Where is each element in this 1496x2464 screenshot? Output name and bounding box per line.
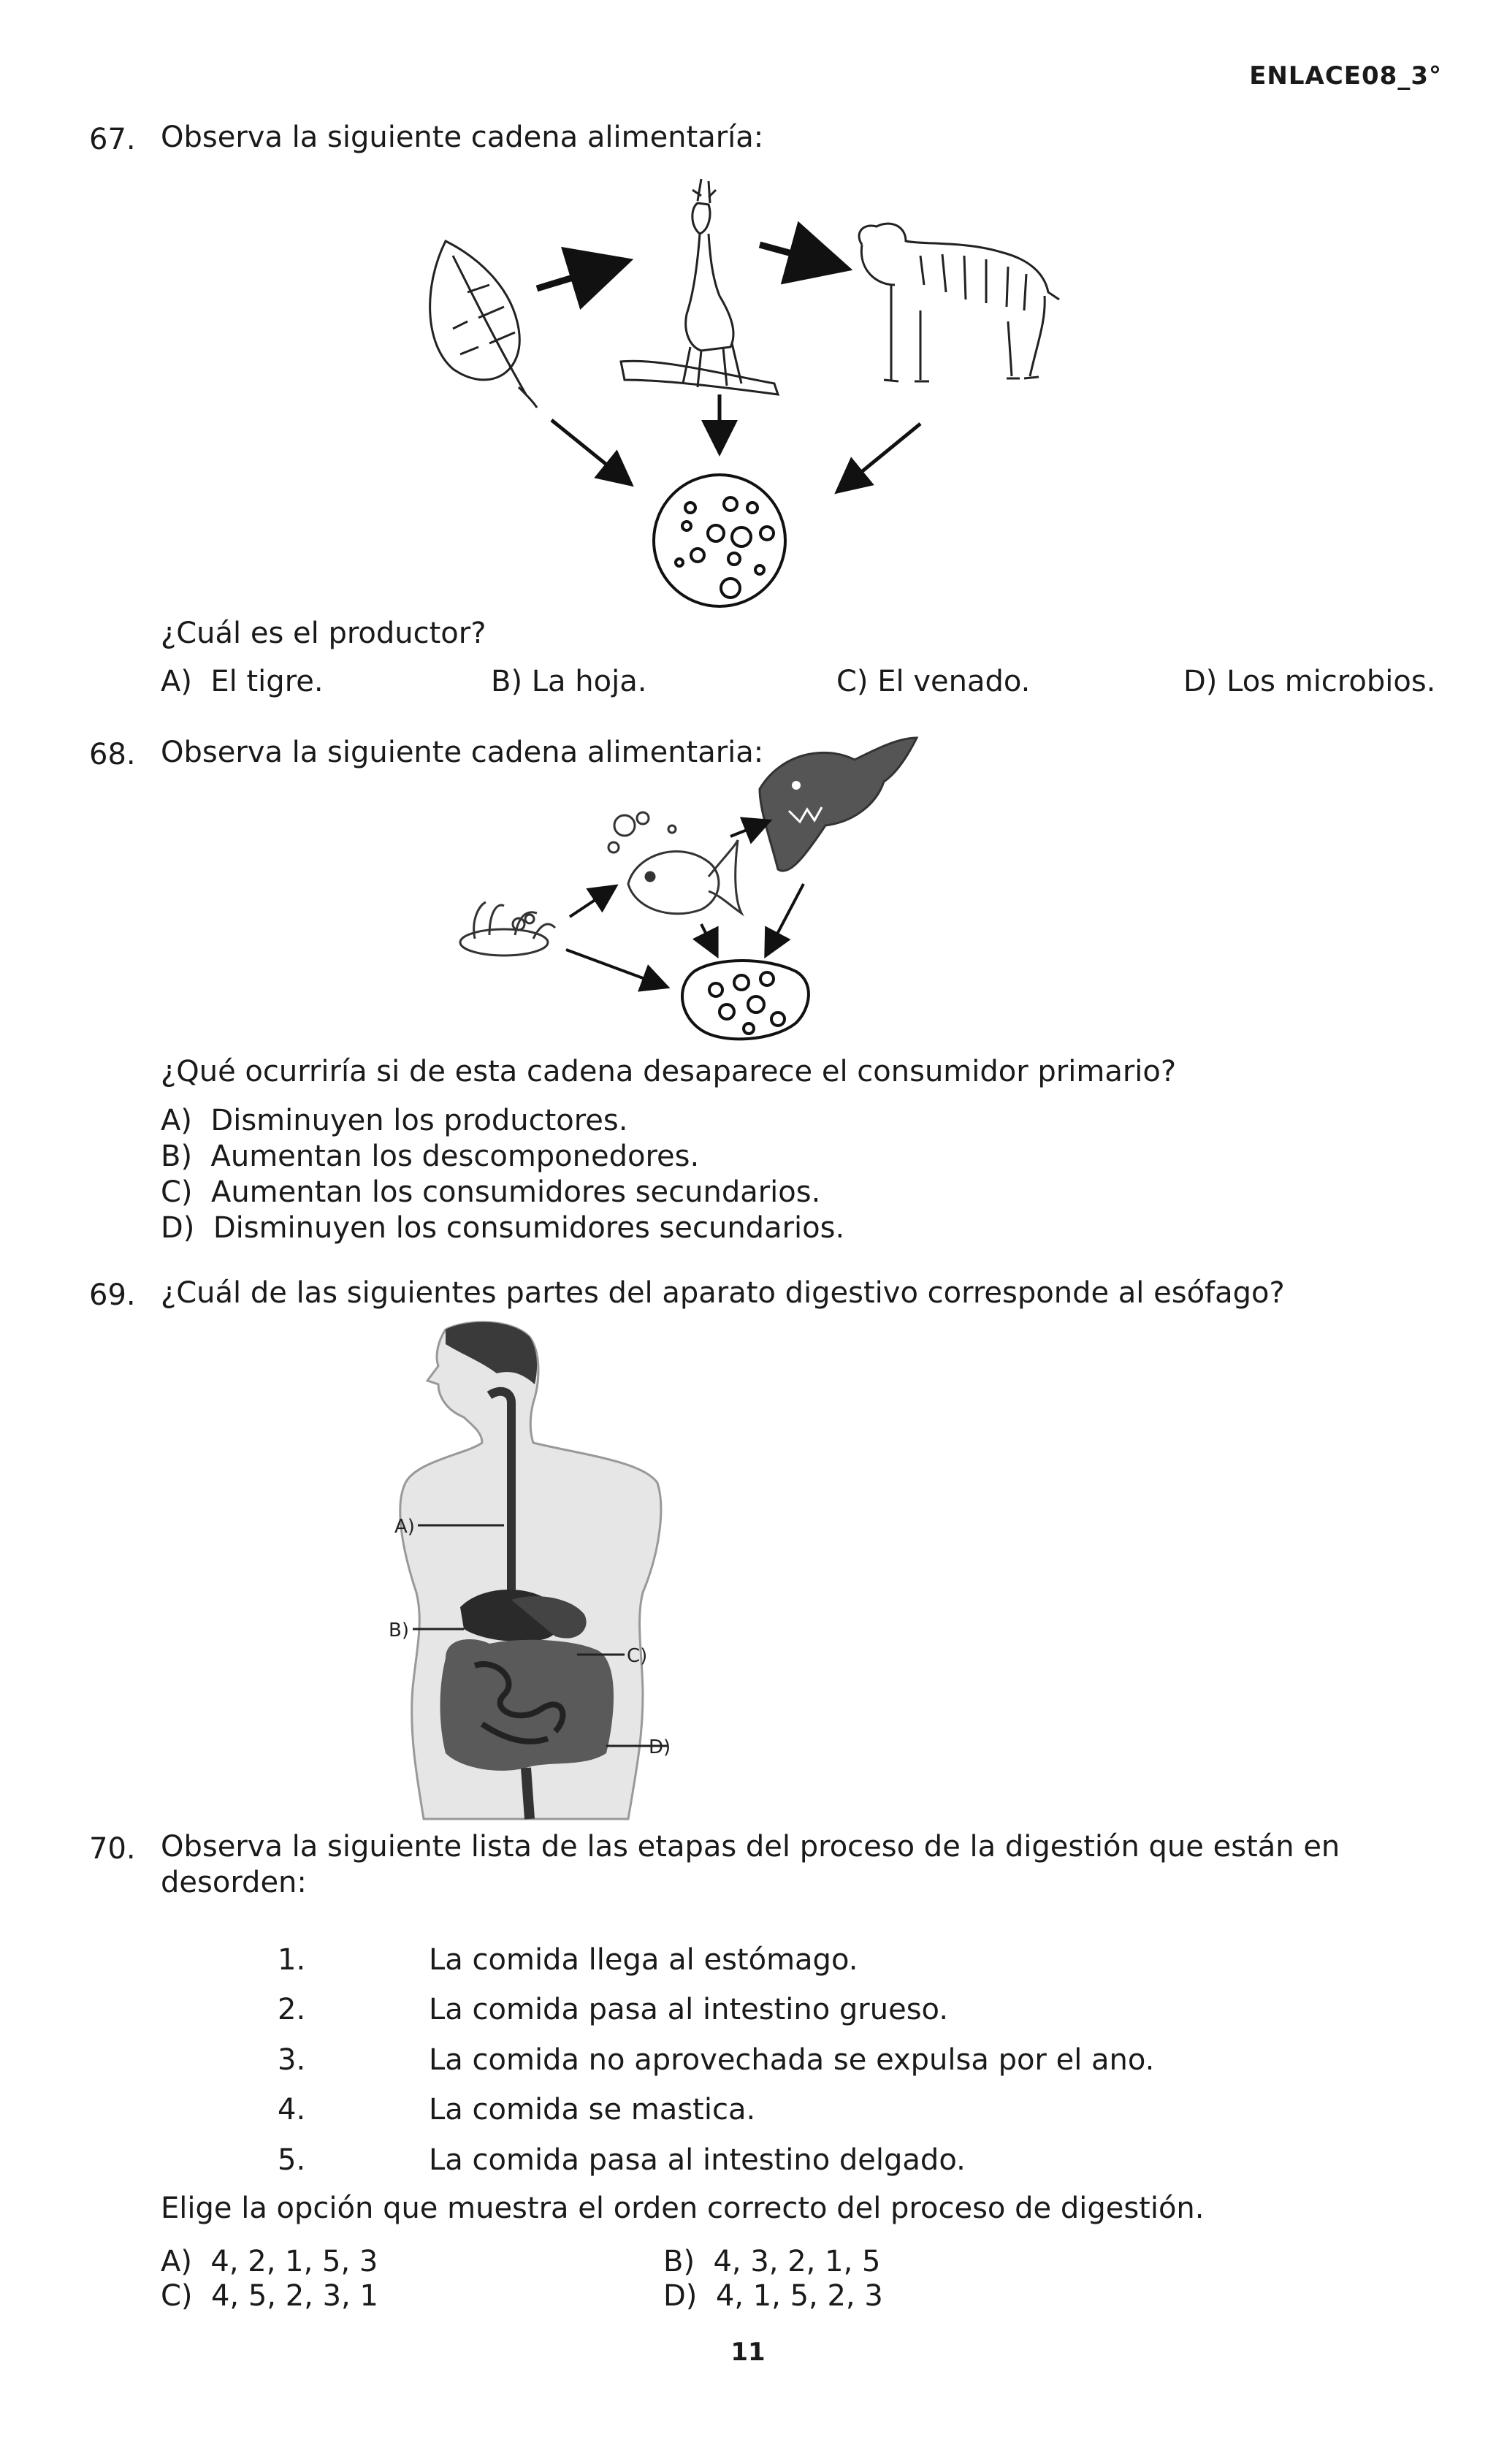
tiger-icon [859,224,1059,381]
q70-text-line1: Observa la siguiente lista de las etapas del proceso de la digestión que están en [161,1830,1340,1864]
step-text: La comida no aprovechada se expulsa por el ano. [429,2043,1155,2077]
q70-option-d[interactable]: D) 4, 1, 5, 2, 3 [663,2279,883,2313]
label-b[interactable]: B) [389,1620,409,1641]
label-c[interactable]: C) [627,1645,648,1667]
q68-option-c[interactable]: C) Aumentan los consumidores secundarios. [161,1175,821,1209]
shark-icon [760,738,917,871]
q70-option-c[interactable]: C) 4, 5, 2, 3, 1 [161,2279,378,2313]
q68-question: ¿Qué ocurriría si de esta cadena desaparece el consumidor primario? [161,1055,1177,1088]
step-number: 5. [278,2143,306,2177]
page-number: 11 [730,2338,766,2367]
step-number: 2. [278,1993,306,2026]
q70-text-line2: desorden: [161,1866,307,1899]
deer-icon [621,179,778,394]
label-d[interactable]: D) [649,1736,671,1758]
q67-option-c[interactable]: C) El venado. [836,665,1031,698]
q68-option-a[interactable]: A) Disminuyen los productores. [161,1104,628,1137]
q70-option-a[interactable]: A) 4, 2, 1, 5, 3 [161,2245,378,2278]
exam-code: ENLACE08_3° [1249,61,1442,91]
q68-option-b[interactable]: B) Aumentan los descomponedores. [161,1140,700,1173]
q67-option-a[interactable]: A) El tigre. [161,665,324,698]
label-a[interactable]: A) [394,1516,415,1538]
step-number: 1. [278,1943,306,1977]
q68-options [161,1103,844,1246]
q69-number: 69. [89,1278,136,1312]
q68-option-d[interactable]: D) Disminuyen los consumidores secundarios. [161,1211,845,1245]
q67-number: 67. [89,123,136,156]
q70-instruction: Elige la opción que muestra el orden correcto del proceso de digestión. [161,2192,1205,2225]
q70-number: 70. [89,1832,136,1866]
q67-text: Observa la siguiente cadena alimentaría: [161,121,764,154]
q68-number: 68. [89,738,136,771]
q67-question: ¿Cuál es el productor? [161,617,486,650]
leaf-icon [430,241,537,408]
q67-option-b[interactable]: B) La hoja. [491,665,647,698]
q68-text: Observa la siguiente cadena alimentaria: [161,736,764,769]
algae-icon [460,902,555,956]
q69-digestive-system-diagram [336,1315,679,1826]
q67-food-chain-diagram [409,175,1096,621]
q68-food-chain-diagram [446,731,928,1052]
step-text: La comida llega al estómago. [429,1943,858,1977]
fish-icon [608,812,741,914]
decomposers-icon [682,961,809,1039]
step-number: 4. [278,2093,306,2127]
step-text: La comida se mastica. [429,2093,756,2127]
q67-option-d[interactable]: D) Los microbios. [1183,665,1436,698]
step-text: La comida pasa al intestino delgado. [429,2143,966,2177]
step-number: 3. [278,2043,306,2077]
q69-text: ¿Cuál de las siguientes partes del aparato digestivo corresponde al esófago? [161,1276,1285,1310]
q70-option-b[interactable]: B) 4, 3, 2, 1, 5 [663,2245,881,2278]
step-text: La comida pasa al intestino grueso. [429,1993,949,2026]
microbes-icon [654,475,785,606]
